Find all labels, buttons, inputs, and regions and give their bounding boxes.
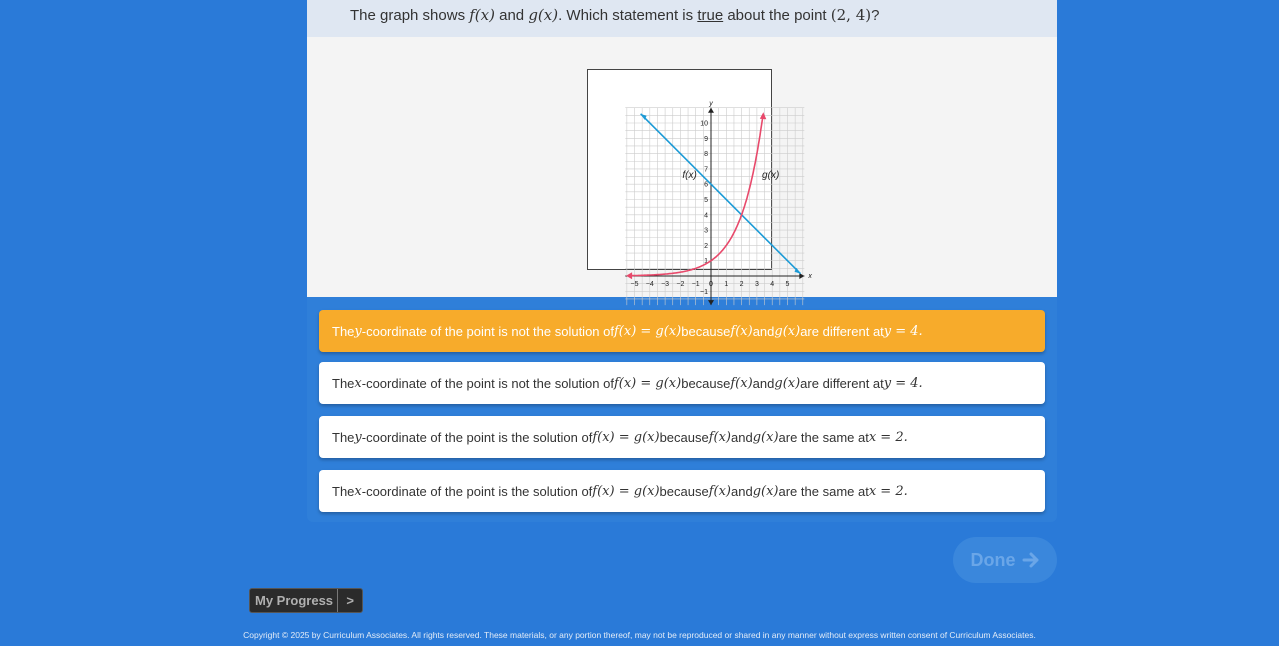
- question-text: The graph shows f(x) and g(x). Which statement is true about the point (2, 4)?: [350, 6, 880, 24]
- y-tick-label: 8: [704, 151, 708, 159]
- x-tick-label: −2: [676, 281, 685, 288]
- x-tick-label: 4: [770, 281, 775, 288]
- graph-area: [307, 37, 1057, 297]
- y-tick-label: 9: [704, 135, 708, 143]
- arrow-right-icon: [1022, 552, 1040, 568]
- my-progress-label: My Progress: [250, 589, 338, 612]
- x-tick-label: −5: [630, 281, 639, 288]
- x-tick-label: 1: [724, 281, 729, 288]
- copyright-text: Copyright © 2025 by Curriculum Associates. All rights reserved. These materials, or any portion thereof, may not be reproduced or shared in any manner without express written consent of Curriculum Associates.: [243, 630, 1036, 640]
- answer-choice-3[interactable]: The y -coordinate of the point is the solution of f(x) = g(x) because f(x) and g(x) are the same at x = 2.: [319, 416, 1045, 458]
- y-tick-label: 1: [704, 258, 708, 266]
- y-tick-label: 6: [704, 181, 708, 189]
- y-tick-label: 10: [700, 120, 708, 128]
- f-label: f(x): [682, 170, 697, 182]
- g-label: g(x): [762, 170, 780, 182]
- chevron-right-icon: >: [346, 593, 354, 608]
- answer-choice-1[interactable]: The y -coordinate of the point is not the solution of f(x) = g(x) because f(x) and g(x) are different at y = 4.: [319, 310, 1045, 352]
- x-tick-label: 3: [754, 281, 759, 288]
- my-progress-button[interactable]: [249, 588, 363, 613]
- y-tick-label: 2: [704, 242, 708, 250]
- x-tick-label: −3: [661, 281, 670, 288]
- y-axis-arrow: [708, 108, 714, 113]
- done-button[interactable]: [953, 537, 1057, 583]
- question-bar: [307, 0, 1057, 37]
- answer-choice-2[interactable]: The x -coordinate of the point is not the solution of f(x) = g(x) because f(x) and g(x) are different at y = 4.: [319, 362, 1045, 404]
- y-tick-label: 5: [704, 197, 708, 204]
- g-arrow-top: [760, 112, 767, 119]
- y-tick-label: −1: [700, 288, 708, 296]
- y-axis-label: y: [709, 100, 713, 108]
- x-tick-label: −4: [645, 281, 654, 288]
- y-tick-label: 7: [704, 166, 708, 174]
- answer-choice-4[interactable]: The x -coordinate of the point is the solution of f(x) = g(x) because f(x) and g(x) are the same at x = 2.: [319, 470, 1045, 512]
- x-axis-label: x: [808, 273, 812, 280]
- x-tick-label: −1: [691, 281, 700, 288]
- x-tick-label: 2: [739, 281, 744, 288]
- function-graph: [577, 57, 812, 296]
- done-label: Done: [970, 549, 1016, 570]
- y-tick-label: 3: [704, 227, 708, 235]
- x-tick-label: 0: [709, 281, 713, 288]
- f-line: [641, 114, 801, 274]
- y-tick-label: 4: [704, 212, 708, 220]
- x-tick-label: 5: [785, 281, 790, 288]
